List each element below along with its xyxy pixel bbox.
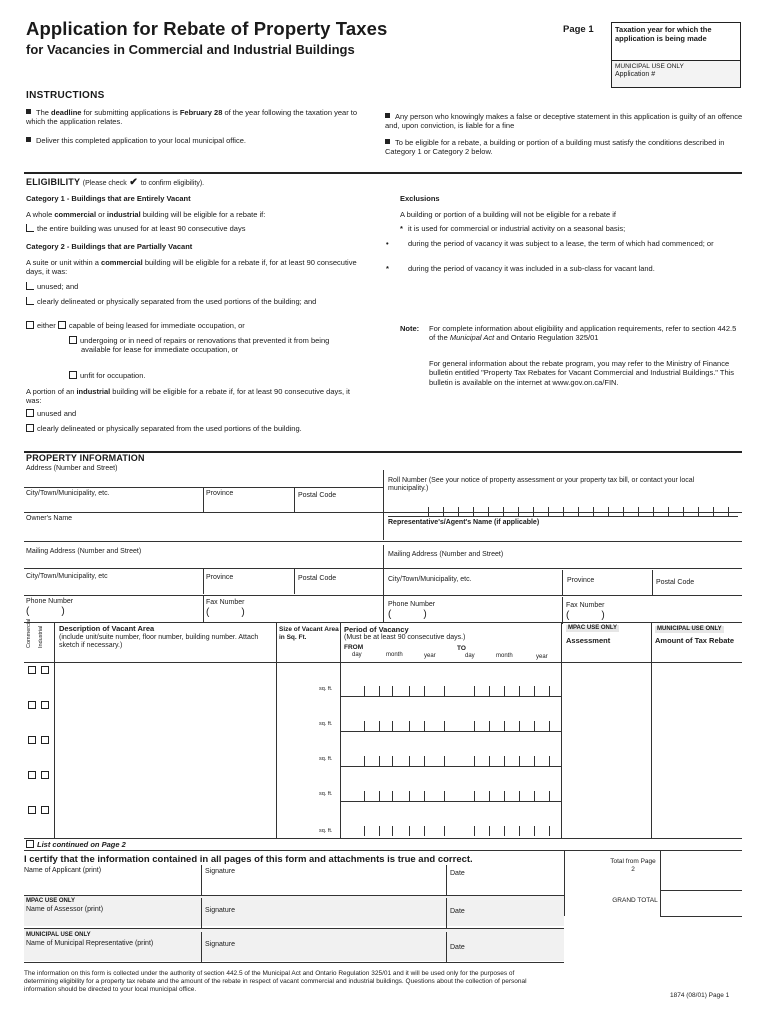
instruction-deliver: Deliver this completed application to your local municipal office.	[26, 136, 361, 145]
owner-fax-field[interactable]: ( )	[206, 607, 245, 618]
sqft-unit: sq. ft.	[319, 686, 333, 692]
rep-phone-label: Phone Number	[388, 601, 436, 608]
industrial-checkbox[interactable]	[41, 771, 49, 779]
rep-mailing-address-label: Mailing Address (Number and Street)	[388, 551, 504, 558]
category1-title: Category 1 - Buildings that are Entirely Vacant	[26, 194, 191, 203]
description-subheader: (include unit/suite number, floor number, building number. Attach sketch if necessary.)	[59, 634, 259, 650]
category1-option[interactable]: the entire building was unused for at least 90 consecutive days	[26, 224, 245, 233]
owner-fax-label: Fax Number	[206, 599, 245, 606]
commercial-checkbox[interactable]	[28, 806, 36, 814]
instruction-deadline: The deadline for submitting applications is February 28 of the year following the taxation year to which the application relates.	[26, 108, 358, 127]
to-month-label: month	[496, 653, 513, 659]
unfit-checkbox	[69, 371, 77, 379]
category2-text: A suite or unit within a commercial building will be eligible for a rebate if, for at least 90 consecutive days, it was:	[26, 258, 357, 277]
exclusions-text: A building or portion of a building will not be eligible for a rebate if	[400, 210, 616, 219]
industrial-delineated[interactable]: clearly delineated or physically separated from the used portions of the building.	[26, 424, 361, 433]
municipal-signature-label: Signature	[205, 941, 235, 948]
category2-unused-checkbox	[26, 282, 34, 290]
category2-title: Category 2 - Buildings that are Partially Vacant	[26, 242, 193, 251]
applicant-name-label: Name of Applicant (print)	[24, 867, 102, 874]
taxation-year-label: Taxation year for which the application is being made	[615, 25, 712, 43]
owner-phone-field[interactable]: ( )	[26, 606, 65, 617]
applicant-signature-label: Signature	[205, 868, 235, 875]
list-continued[interactable]: List continued on Page 2	[26, 840, 126, 849]
mpac-signoff-area	[24, 896, 564, 926]
representative-label: Representative's/Agent's Name (if applicable)	[388, 519, 540, 526]
form-subtitle: for Vacancies in Commercial and Industrial Buildings	[26, 42, 355, 57]
table-row	[24, 732, 742, 767]
category1-text: A whole commercial or industrial building will be eligible for a rebate if:	[26, 210, 266, 219]
section-divider	[24, 172, 742, 174]
sqft-unit: sq. ft.	[319, 791, 333, 797]
property-heading: PROPERTY INFORMATION	[26, 453, 145, 463]
owner-postal-label: Postal Code	[298, 575, 337, 582]
mpac-use-label: MPAC USE ONLY	[26, 898, 76, 904]
size-header: Size of Vacant Area in Sq. Ft.	[279, 626, 339, 641]
instruction-eligible: To be eligible for a rebate, a building or portion of a building must satisfy the conditions described in Category 1 or Category 2 below.	[385, 138, 725, 157]
note-label: Note:	[400, 324, 420, 333]
commercial-checkbox[interactable]	[28, 666, 36, 674]
capable-lease-checkbox	[58, 321, 66, 329]
from-month-label: month	[386, 652, 403, 658]
description-header: Description of Vacant Area	[59, 624, 155, 633]
to-label: TO	[457, 645, 466, 652]
exclusion-3: * during the period of vacancy it was included in a sub-class for vacant land.	[386, 264, 655, 273]
note-bulletin: For general information about the rebate program, you may refer to the Ministry of Finance bulletin entitled "Property Tax Rebates for Vacant Commercial and Industrial Buildings." This bulletin is available on the internet at www.gov.on.ca/FIN.	[429, 359, 735, 387]
municipal-use-label: MUNICIPAL USE ONLY	[615, 63, 684, 70]
municipal-rep-label: Name of Municipal Representative (print)	[26, 940, 154, 947]
privacy-notice: The information on this form is collected under the authority of section 442.5 of the Municipal Act and Ontario Regulation 325/01 and it will be used only for the purposes of determining eligibility for a property tax rebate and the amount of the rebate in respect of vacant commercial and industrial buildings. Questions about the collection of personal information should be directed to your local municipal office.	[24, 970, 527, 994]
renovation-checkbox	[69, 336, 77, 344]
commercial-column-label: Commercial	[26, 618, 32, 648]
assessor-date-label: Date	[450, 908, 465, 915]
owner-name-label: Owner's Name	[26, 515, 73, 522]
taxation-year-field[interactable]	[611, 22, 741, 62]
commercial-checkbox[interactable]	[28, 701, 36, 709]
total-from-page2-label: Total from Page 2	[610, 858, 656, 873]
exclusions-title: Exclusions	[400, 194, 440, 203]
period-subheader: (Must be at least 90 consecutive days.)	[344, 634, 466, 641]
table-row	[24, 767, 742, 802]
category2-delineated[interactable]: clearly delineated or physically separated from the used portions of the building; and	[26, 297, 361, 306]
form-title: Application for Rebate of Property Taxes	[26, 18, 388, 39]
form-number: 1874 (08/01) Page 1	[670, 992, 730, 999]
industrial-unused[interactable]: unused and	[26, 409, 76, 418]
sqft-unit: sq. ft.	[319, 721, 333, 727]
amount-rebate-header: Amount of Tax Rebate	[655, 636, 735, 645]
unfit-option[interactable]: unfit for occupation.	[69, 371, 145, 380]
industrial-text: A portion of an industrial building will be eligible for a rebate if, for at least 90 consecutive days, it was:	[26, 387, 350, 406]
industrial-checkbox[interactable]	[41, 701, 49, 709]
exclusion-1: * it is used for commercial or industrial activity on a seasonal basis;	[400, 224, 626, 233]
renovation-option[interactable]: undergoing or in need of repairs or renovations that prevented it from being available for lease for immediate occupation, or	[69, 336, 354, 355]
assessor-name-label: Name of Assessor (print)	[26, 906, 104, 913]
instruction-offence: Any person who knowingly makes a false or deceptive statement in this application is guilty of an offence and, upon conviction, is liable for a fine	[385, 112, 743, 131]
assessor-signature-label: Signature	[205, 907, 235, 914]
address-label: Address (Number and Street)	[26, 465, 118, 472]
postal-code-label: Postal Code	[298, 492, 337, 499]
assessment-header: Assessment	[566, 636, 611, 645]
rep-phone-field[interactable]: ( )	[388, 609, 427, 620]
roll-number-label: Roll Number (See your notice of property assessment or your property tax bill, or contact your local municipality.)	[388, 477, 695, 493]
commercial-checkbox[interactable]	[28, 736, 36, 744]
province-label: Province	[206, 490, 234, 497]
industrial-unused-checkbox	[26, 409, 34, 417]
instructions-heading: INSTRUCTIONS	[26, 90, 105, 101]
page-number: Page 1	[563, 24, 594, 35]
category2-either-checkbox	[26, 321, 34, 329]
rep-province-label: Province	[567, 577, 595, 584]
period-header: Period of Vacancy	[344, 625, 409, 634]
grand-total-label: GRAND TOTAL	[612, 897, 658, 904]
rep-city-label: City/Town/Municipality, etc.	[388, 576, 472, 583]
table-row	[24, 662, 742, 697]
mailing-address-label: Mailing Address (Number and Street)	[26, 548, 142, 555]
table-row	[24, 697, 742, 732]
industrial-checkbox[interactable]	[41, 806, 49, 814]
category1-checkbox	[26, 224, 34, 232]
rep-postal-label: Postal Code	[656, 579, 695, 586]
category2-unused[interactable]: unused; and	[26, 282, 78, 291]
municipal-use-header: MUNICIPAL USE ONLY	[657, 626, 722, 632]
from-year-label: year	[424, 653, 436, 659]
from-day-label: day	[352, 652, 362, 658]
municipal-use-box	[611, 60, 741, 88]
rep-fax-field[interactable]: ( )	[566, 610, 605, 621]
application-number-label: Application #	[615, 70, 656, 78]
sqft-unit: sq. ft.	[319, 828, 333, 834]
commercial-checkbox[interactable]	[28, 771, 36, 779]
total-page2-field[interactable]	[662, 858, 740, 888]
industrial-checkbox[interactable]	[41, 736, 49, 744]
vacant-area-rows	[24, 662, 742, 838]
to-year-label: year	[536, 654, 548, 660]
applicant-date-label: Date	[450, 870, 465, 877]
category2-delineated-checkbox	[26, 297, 34, 305]
industrial-column-label: Industrial	[38, 625, 44, 648]
rep-fax-label: Fax Number	[566, 602, 605, 609]
owner-province-label: Province	[206, 574, 234, 581]
mpac-use-header: MPAC USE ONLY	[568, 625, 618, 631]
owner-city-label: City/Town/Municipality, etc	[26, 573, 108, 580]
checkmark-icon: ✔	[129, 177, 139, 188]
exclusion-2: • during the period of vacancy it was subject to a lease, the term of which had commenced; or	[386, 239, 714, 248]
from-label: FROM	[344, 644, 364, 651]
sqft-unit: sq. ft.	[319, 756, 333, 762]
to-day-label: day	[465, 653, 475, 659]
municipal-date-label: Date	[450, 944, 465, 951]
list-continued-checkbox	[26, 840, 34, 848]
eligibility-heading: ELIGIBILITY (Please check ✔ to confirm eligibility).	[26, 177, 205, 188]
industrial-checkbox[interactable]	[41, 666, 49, 674]
owner-phone-label: Phone Number	[26, 598, 74, 605]
industrial-delineated-checkbox	[26, 424, 34, 432]
grand-total-field[interactable]	[662, 893, 740, 915]
municipal-use-label: MUNICIPAL USE ONLY	[26, 932, 91, 938]
table-row	[24, 802, 742, 838]
city-label: City/Town/Municipality, etc.	[26, 490, 110, 497]
certify-statement: I certify that the information contained in all pages of this form and attachments is true and correct.	[24, 854, 473, 865]
roll-number-field[interactable]	[388, 503, 738, 517]
note-eligibility: For complete information about eligibility and application requirements, refer to section 442.5 of the Municipal Act and Ontario Regulation 325/01	[429, 324, 737, 343]
category2-either[interactable]: either capable of being leased for immediate occupation, or	[26, 321, 245, 330]
address-field[interactable]	[26, 473, 381, 487]
